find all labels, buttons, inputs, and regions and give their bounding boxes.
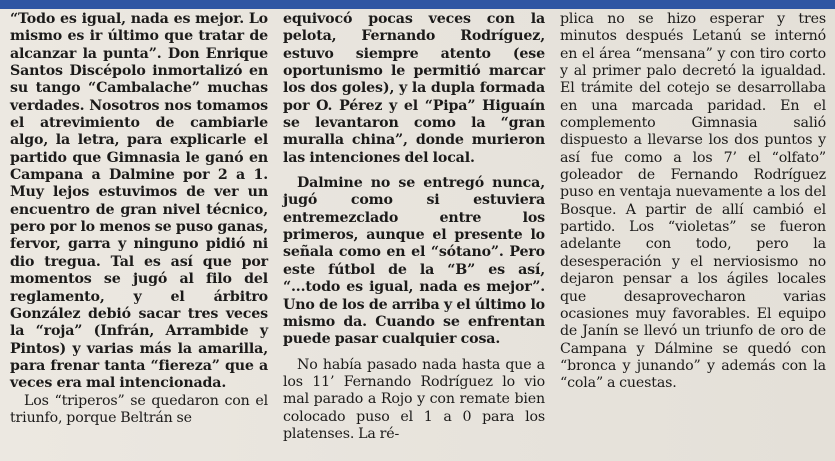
article-paragraph: Dalmine no se entregó nunca, jugó como si estuviera entremezclado entre los primeros, aunque el presente lo señala como en el “sótano”. Pero este fútbol de la “B” es así, “...todo es igual, nada es mejor”. Uno de los de arriba y el último lo mismo da. Cuando se enfrentan puede pasar cualquier cosa. — [283, 175, 545, 348]
article-column-1 — [10, 11, 268, 427]
article-paragraph: Los “triperos” se quedaron con el triunfo, porque Beltrán se — [10, 392, 268, 426]
article-paragraph: “Todo es igual, nada es mejor. Lo mismo es ir último que tratar de alcanzar la punta”. Don Enrique Santos Discépolo inmortalizó en su tango “Cambalache” muchas verdades. Nosotros nos tomamos el atrevimiento de cambiarle algo, la letra, para explicarle el partido que Gimnasia le ganó en Campana a Dalmine por 2 a 1. Muy lejos estuvimos de ver un encuentro de gran nivel técnico, pero por lo menos se puso ganas, fervor, garra y ninguno pidió ni dio tregua. Tal es así que por momentos se jugó al filo del reglamento, y el árbitro González debió sacar tres veces la “roja” (Infrán, Arrambide y Pintos) y varias más la amarilla, para frenar tanta “fiereza” que a veces era mal intencionada. — [10, 11, 268, 392]
top-color-bar — [0, 0, 835, 9]
article-paragraph: plica no se hizo esperar y tres minutos después Letanú se internó en el área “mensana” y con tiro corto y al primer palo decretó la igualdad. El trámite del cotejo se desarrollaba en una marcada paridad. En el complemento Gimnasia salió dispuesto a llevarse los dos puntos y así fue como a los 7’ el “olfato” goleador de Fernando Rodríguez puso en ventaja nuevamente a los del Bosque. A partir de allí cambió el partido. Los “violetas” se fueron adelante con todo, pero la desesperación y el nerviosismo no dejaron pensar a los ágiles locales que desaprovecharon varias ocasiones muy favorables. El equipo de Janín se llevó un triunfo de oro de Campana y Dálmine se quedó con “bronca y junando” y además con la “cola” a cuestas. — [560, 11, 826, 392]
article-paragraph: equivocó pocas veces con la pelota, Fernando Rodríguez, estuvo siempre atento (ese oportunismo le permitió marcar los dos goles), y la dupla formada por O. Pérez y el “Pipa” Higuaín se levantaron como la “gran muralla china”, donde murieron las intenciones del local. — [283, 11, 545, 166]
article-column-2 — [283, 11, 545, 443]
article-paragraph: No había pasado nada hasta que a los 11’ Fernando Rodríguez lo vio mal parado a Rojo y con remate bien colocado puso el 1 a 0 para los platenses. La ré- — [283, 356, 545, 442]
newspaper-clipping — [0, 9, 835, 461]
article-column-3 — [560, 11, 826, 393]
